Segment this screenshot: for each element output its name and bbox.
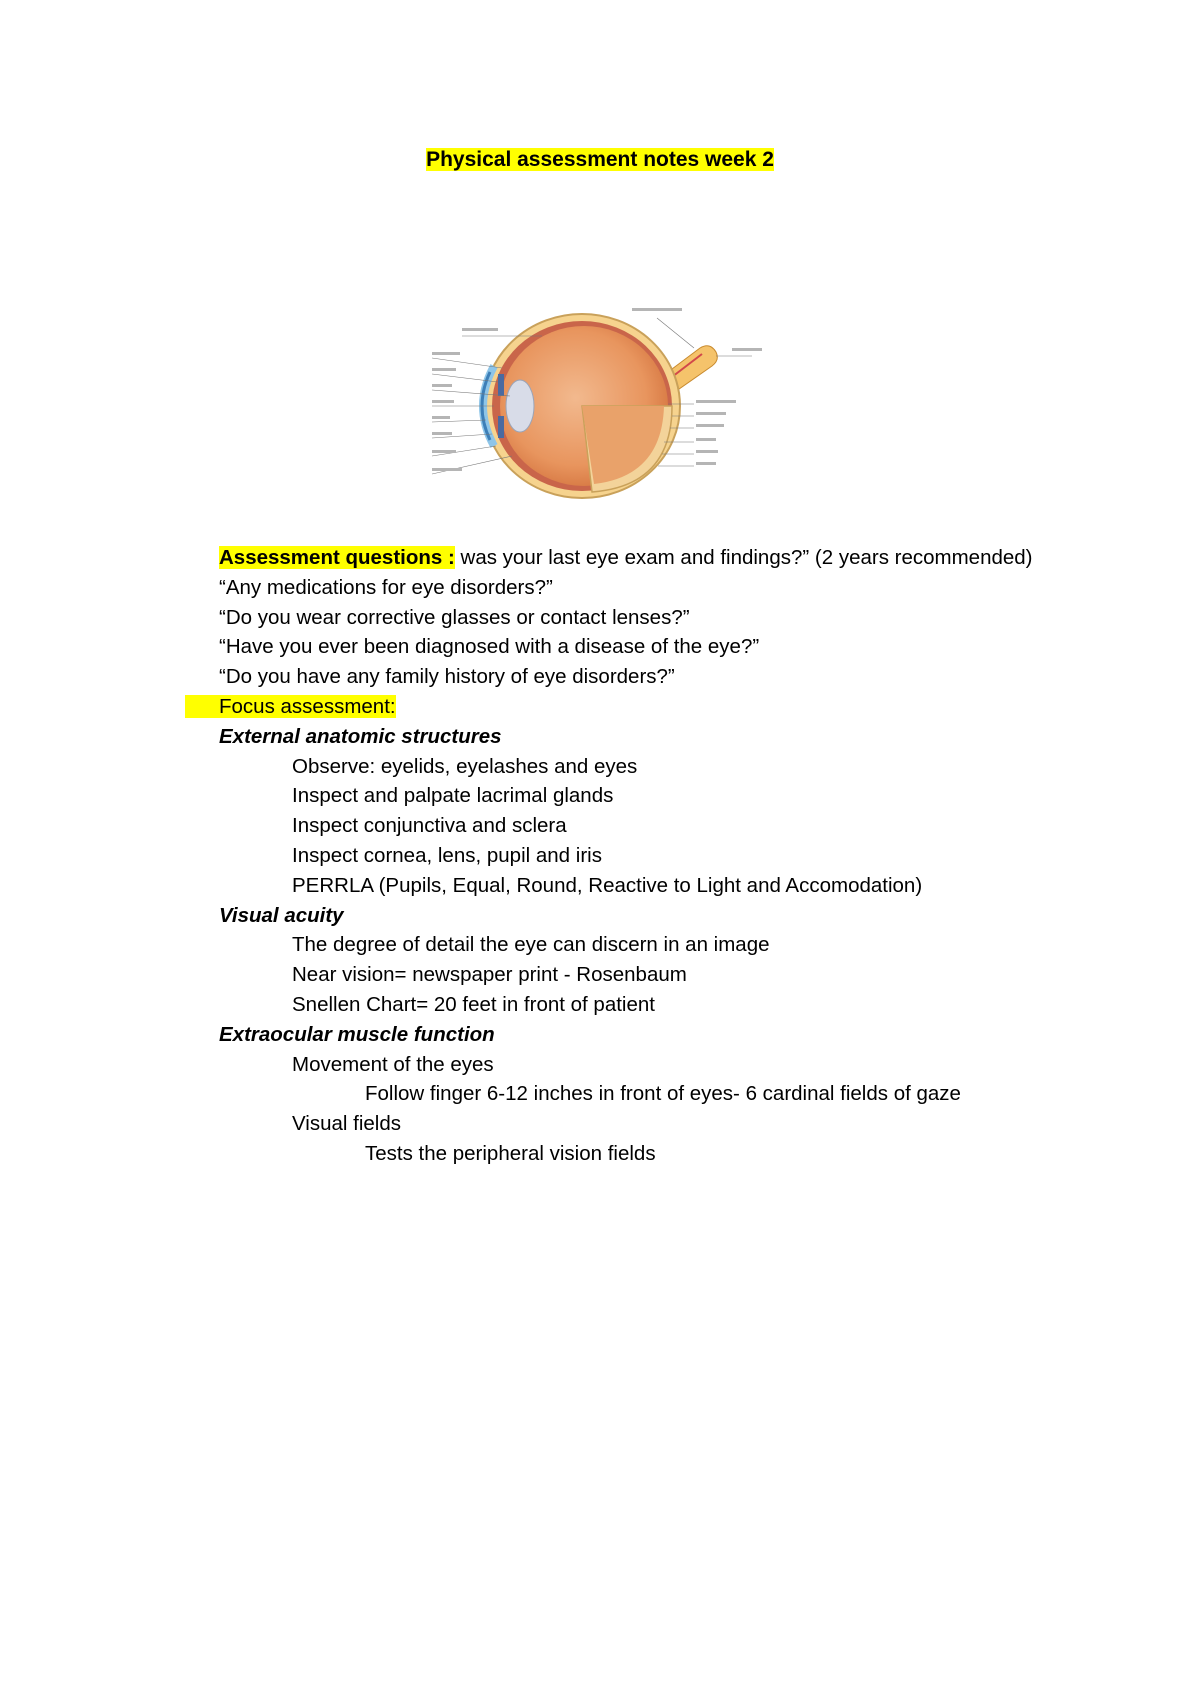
list-item: Near vision= newspaper print - Rosenbaum [292,963,687,987]
list-item: Inspect cornea, lens, pupil and iris [292,843,602,867]
eye-anatomy-figure [432,296,772,506]
list-item: Snellen Chart= 20 feet in front of patient [292,992,655,1016]
list-item: Inspect and palpate lacrimal glands [292,784,614,808]
list-item: PERRLA (Pupils, Equal, Round, Reactive to Light and Accomodation) [292,873,923,897]
assessment-questions-paragraph [219,543,1039,573]
list-item: Movement of the eyes [292,1052,494,1076]
list-item: Observe: eyelids, eyelashes and eyes [292,754,638,778]
notes-body [219,543,1039,1169]
document-title [0,146,1200,174]
focus-assessment-heading [219,692,1039,722]
question-line: “Have you ever been diagnosed with a disease of the eye?” [219,635,760,659]
list-item: Inspect conjunctiva and sclera [292,814,567,838]
focus-assessment-label: Focus assessment: [185,695,396,718]
list-item: Visual fields [292,1112,402,1136]
list-item: Follow finger 6-12 inches in front of eyes- 6 cardinal fields of gaze [365,1082,961,1106]
section-heading: External anatomic structures [219,724,502,748]
eye-anatomy-diagram-icon [432,296,772,506]
assessment-questions-label: Assessment questions : [219,546,455,569]
first-question: was your last eye exam and findings?” (2 years recommended) [454,546,1033,569]
section-heading: Extraocular muscle function [219,1022,495,1046]
title-text: Physical assessment notes week 2 [426,148,774,171]
section-heading: Visual acuity [219,903,344,927]
list-item: Tests the peripheral vision fields [365,1141,656,1165]
question-line: “Any medications for eye disorders?” [219,575,553,599]
question-line: “Do you have any family history of eye disorders?” [219,665,675,689]
list-item: The degree of detail the eye can discern in an image [292,933,770,957]
question-line: “Do you wear corrective glasses or contact lenses?” [219,605,690,629]
